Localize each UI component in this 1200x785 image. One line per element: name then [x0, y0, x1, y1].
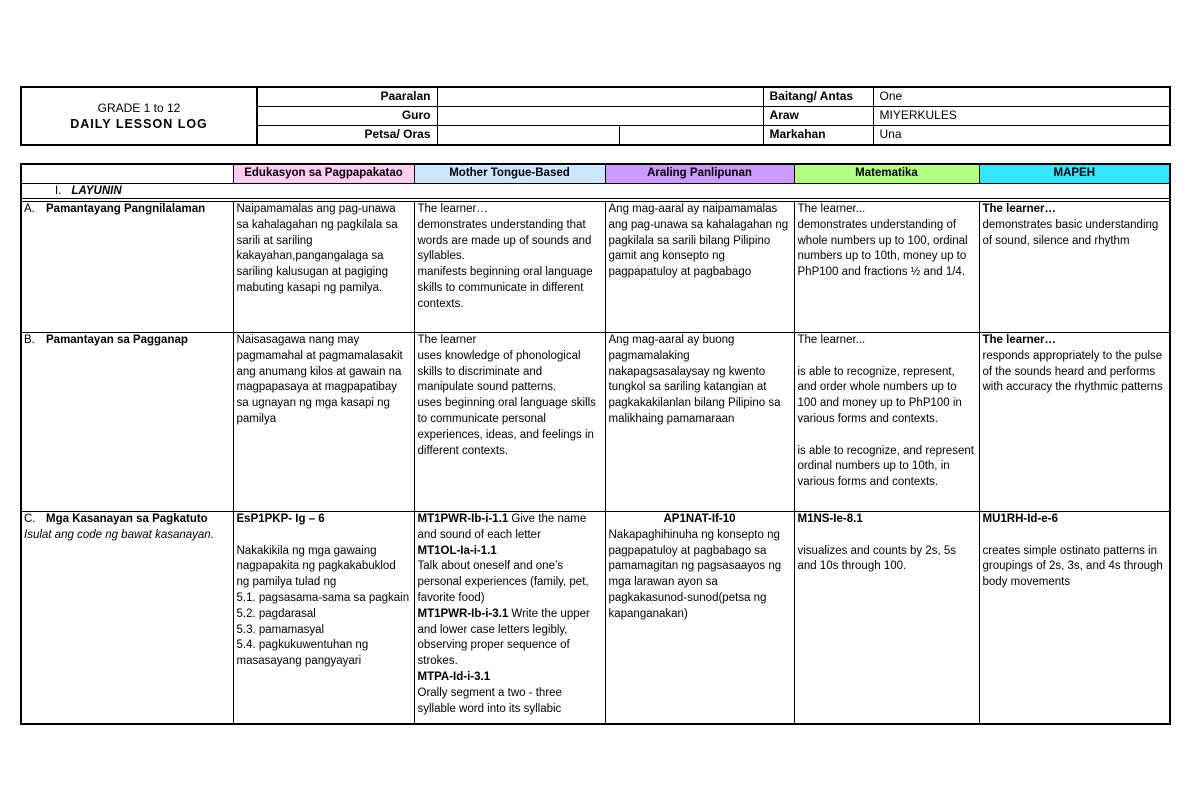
- row-c-mt-text3: Write the upper and lower case letters legibly, observing proper sequence of strokes.: [417, 607, 590, 668]
- row-b-esp-text: Naisasagawa nang may pagmamahal at pagmamalasakit ang anumang kilos at gawain na magpapasaya at magpapatibay sa ugnayan ng mga kasapi ng pamilya: [236, 334, 403, 425]
- araw-label: Araw: [763, 107, 873, 126]
- guro-label: Guro: [257, 107, 437, 126]
- lesson-log-table: [20, 163, 1171, 725]
- row-c-mt-code3: MT1PWR-Ib-i-3.1: [417, 607, 509, 620]
- row-c-mat-code: M1NS-Ie-8.1: [797, 513, 863, 525]
- row-c-esp-code: EsP1PKP- Ig – 6: [236, 513, 325, 525]
- row-a-mt-line3: manifests beginning oral language skills to communicate in different contexts.: [417, 266, 593, 310]
- row-b-label-cell: [21, 333, 233, 512]
- row-b-ap[interactable]: [605, 333, 794, 512]
- row-b-mt-line3: uses beginning oral language skills to communicate personal experiences, ideas, and feelings in different contexts.: [417, 397, 596, 457]
- row-a-mat-line1: The learner...: [797, 203, 866, 215]
- petsa-value[interactable]: [437, 126, 619, 146]
- row-c-sublabel: Isulat ang code ng bawat kasanayan.: [24, 528, 214, 541]
- row-a-mt-line1: The learner…: [417, 203, 488, 215]
- row-a-mt[interactable]: [414, 202, 605, 333]
- row-a-esp[interactable]: [233, 202, 414, 333]
- row-a-mat-line2: demonstrates understanding of whole numbers up to 100, ordinal numbers up to 10th, money up to PhP100 and fractions ½ and 1/4.: [797, 218, 968, 279]
- row-c-mapeh-code: MU1RH-Id-e-6: [982, 513, 1058, 525]
- row-b-mt[interactable]: [414, 333, 605, 512]
- row-c-ap-text: Nakapaghihinuha ng konsepto ng pagpapatuloy at pagbabago sa pamamagitan ng pagsasaayos ng mga larawan ayon sa pagkakasunod-sunod(petsa ng kapanganakan): [608, 528, 782, 620]
- baitang-value[interactable]: One: [873, 87, 1170, 107]
- row-b-mapeh[interactable]: [979, 333, 1170, 512]
- markahan-label: Markahan: [763, 126, 873, 146]
- row-pamantayan-sa-pagganap: [21, 333, 1170, 512]
- row-a-mat[interactable]: [794, 202, 979, 333]
- grade-range: GRADE 1 to 12: [97, 100, 181, 115]
- row-b-mt-line1: The learner: [417, 334, 477, 346]
- row-a-mt-line2: demonstrates understanding that words are made up of sounds and syllables.: [417, 218, 592, 263]
- row-b-label: Pamantayan sa Pagganap: [46, 334, 188, 346]
- row-mga-kasanayan: [21, 512, 1170, 724]
- row-c-mt-code1: MT1PWR-Ib-i-1.1: [417, 513, 509, 525]
- row-a-ap-text: Ang mag-aaral ay naipamamalas ang pag-unawa sa kahalagahan ng pagkilala sa sarili bilang Pilipino gamit ang konsepto ng pagpapatuloy at pagbabago: [608, 203, 789, 279]
- row-c-esp-line1: Nakakikila ng mga gawaing nagpapakita ng pagkakabuklod ng pamilya tulad ng: [236, 544, 396, 589]
- markahan-value[interactable]: Una: [873, 126, 1170, 146]
- subject-araling-panlipunan: Araling Panlipunan: [605, 164, 794, 184]
- row-c-mt-item1: [418, 512, 602, 544]
- row-c-esp-line2: 5.1. pagsasama-sama sa pagkain: [236, 591, 410, 604]
- row-c-label: Mga Kasanayan sa Pagkatuto: [46, 513, 208, 525]
- row-c-ap[interactable]: [605, 512, 794, 724]
- guro-value[interactable]: [437, 107, 763, 126]
- row-c-mapeh-text: creates simple ostinato patterns in groupings of 2s, 3s, and 4s through body movements: [982, 544, 1163, 589]
- row-b-mapeh-line1: The learner…: [982, 334, 1056, 346]
- row-a-esp-text: Naipamamalas ang pag-unawa sa kahalagahan ng pagkilala sa sarili at sariling kakayahan,pangangalaga sa sariling kalusugan at pagiging mabuting kasapi ng pamilya.: [236, 203, 398, 294]
- row-a-mapeh-line2: demonstrates basic understanding of sound, silence and rhythm: [982, 218, 1159, 247]
- subject-esp: Edukasyon sa Pagpapakatao: [233, 164, 414, 184]
- layunin-row: [21, 184, 1170, 199]
- row-a-ap[interactable]: [605, 202, 794, 333]
- petsa-label: Petsa/ Oras: [257, 126, 437, 146]
- row-c-mt-code2: MT1OL-Ia-i-1.1: [417, 544, 497, 557]
- row-c-mt[interactable]: [414, 512, 605, 724]
- row-b-ap-text: Ang mag-aaral ay buong pagmamalaking nakapagsasalaysay ng kwento tungkol sa sariling katangian at pagkakakilanlan bilang Pilipino sa malikhaing pamamaraan: [608, 334, 781, 425]
- row-a-mapeh-line1: The learner…: [982, 203, 1056, 215]
- row-c-esp-line3: 5.2. pagdarasal: [236, 607, 316, 620]
- baitang-label: Baitang/ Antas: [763, 87, 873, 107]
- row-c-mt-text1: Give the name and sound of each letter: [417, 513, 587, 541]
- row-c-mt-item3: [418, 607, 602, 670]
- row-c-esp-line5: 5.4. pagkukuwentuhan ng masasayang pangyayari: [236, 639, 369, 668]
- row-c-mat-text: visualizes and counts by 2s, 5s and 10s through 100.: [797, 544, 957, 573]
- row-c-esp[interactable]: [233, 512, 414, 724]
- araw-value[interactable]: MIYERKULES: [873, 107, 1170, 126]
- row-c-ap-code: AP1NAT-If-10: [663, 513, 736, 525]
- subject-mother-tongue: Mother Tongue-Based: [414, 164, 605, 184]
- row-c-esp-line4: 5.3. pamamasyal: [236, 623, 325, 636]
- row-b-letter: B.: [24, 334, 35, 346]
- row-b-mat-line1: The learner...: [797, 334, 866, 346]
- row-c-mat[interactable]: [794, 512, 979, 724]
- row-c-mt-code4: MTPA-Id-i-3.1: [417, 670, 491, 683]
- row-c-label-cell: [21, 512, 233, 724]
- row-b-mat-line2: is able to recognize, represent, and order whole numbers up to 100 and money up to PhP100 in various forms and contexts.: [797, 365, 962, 425]
- daily-lesson-log-title: DAILY LESSON LOG: [70, 116, 208, 131]
- row-c-mt-text2: Talk about oneself and one’s personal experiences (family, pet, favorite food): [417, 560, 589, 604]
- layunin-number: I.: [55, 185, 62, 197]
- row-a-letter: A.: [24, 203, 35, 215]
- row-b-mat[interactable]: [794, 333, 979, 512]
- row-a-label: Pamantayang Pangnilalaman: [46, 203, 206, 215]
- row-a-label-cell: [21, 202, 233, 333]
- header-table: [20, 86, 1171, 146]
- row-b-mat-line3: is able to recognize, and represent ordinal numbers up to 10th, in various forms and contexts.: [797, 444, 974, 489]
- row-b-mapeh-line2: responds appropriately to the pulse of the sounds heard and performs with accuracy the rhythmic patterns: [982, 349, 1163, 394]
- row-b-mt-line2: uses knowledge of phonological skills to discriminate and manipulate sound patterns.: [417, 349, 581, 394]
- row-pamantayang-pangnilalaman: [21, 202, 1170, 333]
- row-b-esp[interactable]: [233, 333, 414, 512]
- subject-header-row: [21, 164, 1170, 184]
- paaralan-label: Paaralan: [257, 87, 437, 107]
- subject-matematika: Matematika: [794, 164, 979, 184]
- row-c-mt-text4: Orally segment a two - three syllable word into its syllabic: [417, 686, 562, 715]
- subject-mapeh: MAPEH: [979, 164, 1170, 184]
- layunin-cell: [21, 184, 1170, 199]
- row-c-letter: C.: [24, 513, 36, 525]
- layunin-label: LAYUNIN: [71, 185, 122, 197]
- paaralan-value[interactable]: [437, 87, 763, 107]
- oras-value[interactable]: [619, 126, 763, 146]
- log-title-cell: [21, 87, 257, 145]
- row-c-mapeh[interactable]: [979, 512, 1170, 724]
- row-a-mapeh[interactable]: [979, 202, 1170, 333]
- subject-header-blank: [21, 164, 233, 184]
